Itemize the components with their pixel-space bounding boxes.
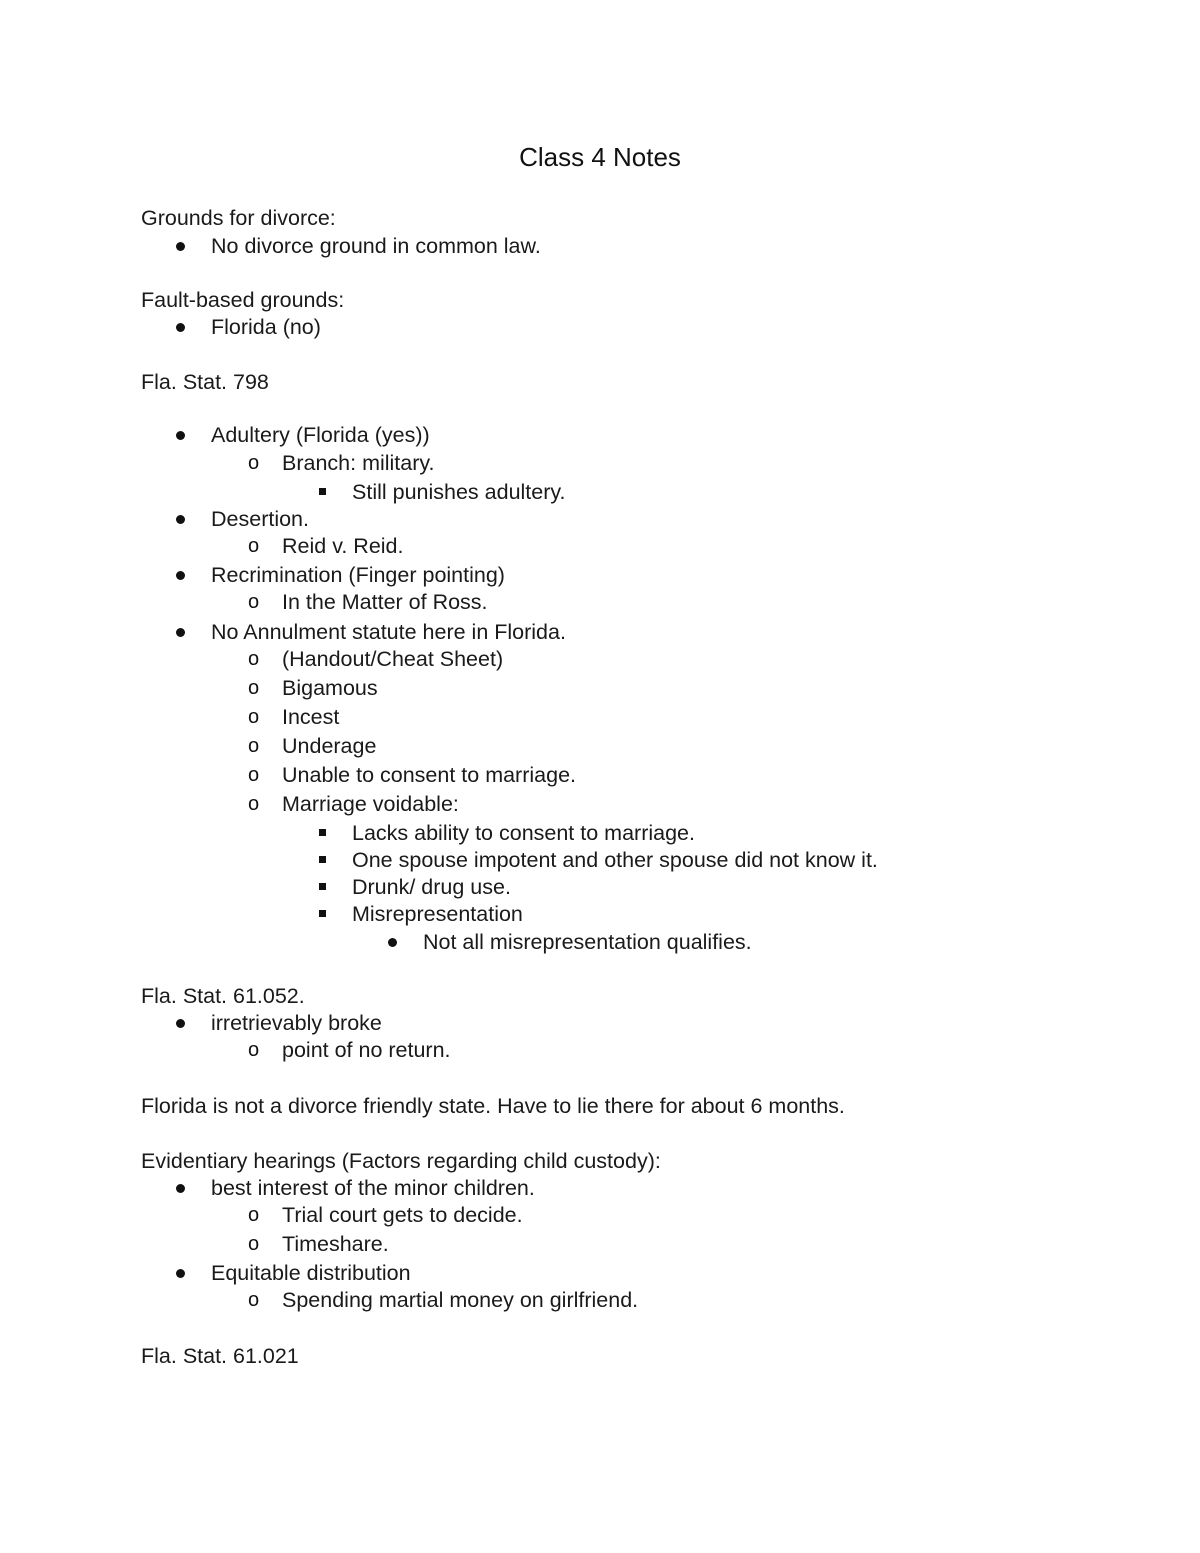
bullet-circle: o	[248, 677, 260, 699]
bullet-circle: o	[248, 706, 260, 728]
list-item: irretrievably broke	[211, 1011, 382, 1035]
list-item: Unable to consent to marriage.	[282, 763, 576, 787]
list-item: Lacks ability to consent to marriage.	[352, 821, 695, 845]
bullet-square	[319, 829, 326, 836]
list-item: Misrepresentation	[352, 902, 523, 926]
list-item: point of no return.	[282, 1038, 451, 1062]
list-item: One spouse impotent and other spouse did not know it.	[352, 848, 878, 872]
bullet-square	[319, 488, 326, 495]
bullet-circle: o	[248, 793, 260, 815]
list-item: best interest of the minor children.	[211, 1176, 535, 1200]
list-item: Adultery (Florida (yes))	[211, 423, 430, 447]
list-item: Marriage voidable:	[282, 792, 459, 816]
page-title: Class 4 Notes	[519, 142, 681, 172]
section-heading-stat-61-052: Fla. Stat. 61.052.	[141, 984, 305, 1008]
list-item: Not all misrepresentation qualifies.	[423, 930, 752, 954]
section-heading-grounds: Grounds for divorce:	[141, 206, 336, 230]
bullet-dot	[176, 515, 185, 524]
section-heading-fault: Fault-based grounds:	[141, 288, 345, 312]
bullet-dot	[176, 323, 185, 332]
list-item: Still punishes adultery.	[352, 480, 566, 504]
bullet-circle: o	[248, 1039, 260, 1061]
bullet-circle: o	[248, 648, 260, 670]
bullet-dot	[176, 431, 185, 440]
section-heading-stat-798: Fla. Stat. 798	[141, 370, 269, 394]
list-item: Spending martial money on girlfriend.	[282, 1288, 639, 1312]
list-item: Timeshare.	[282, 1232, 389, 1256]
bullet-dot	[176, 242, 185, 251]
bullet-square	[319, 883, 326, 890]
section-heading-stat-61-021: Fla. Stat. 61.021	[141, 1344, 299, 1368]
bullet-dot	[176, 1019, 185, 1028]
bullet-circle: o	[248, 452, 260, 474]
bullet-square	[319, 910, 326, 917]
section-heading-evidentiary: Evidentiary hearings (Factors regarding child custody):	[141, 1149, 661, 1173]
bullet-circle: o	[248, 591, 260, 613]
paragraph: Florida is not a divorce friendly state. Have to lie there for about 6 months.	[141, 1094, 845, 1118]
bullet-circle: o	[248, 1289, 260, 1311]
bullet-dot	[176, 571, 185, 580]
list-item: Branch: military.	[282, 451, 435, 475]
bullet-circle: o	[248, 1204, 260, 1226]
list-item: In the Matter of Ross.	[282, 590, 488, 614]
list-item: Florida (no)	[211, 315, 321, 339]
bullet-circle: o	[248, 764, 260, 786]
bullet-dot	[176, 628, 185, 637]
list-item: Bigamous	[282, 676, 378, 700]
bullet-dot	[176, 1184, 185, 1193]
list-item: Desertion.	[211, 507, 309, 531]
bullet-circle: o	[248, 1233, 260, 1255]
bullet-square	[319, 856, 326, 863]
list-item: Drunk/ drug use.	[352, 875, 511, 899]
list-item: Trial court gets to decide.	[282, 1203, 523, 1227]
list-item: Reid v. Reid.	[282, 534, 404, 558]
bullet-circle: o	[248, 535, 260, 557]
list-item: Underage	[282, 734, 377, 758]
bullet-dot	[176, 1269, 185, 1278]
list-item: No divorce ground in common law.	[211, 234, 541, 258]
list-item: Incest	[282, 705, 340, 729]
bullet-dot	[388, 938, 397, 947]
list-item: No Annulment statute here in Florida.	[211, 620, 566, 644]
list-item: Recrimination (Finger pointing)	[211, 563, 505, 587]
bullet-circle: o	[248, 735, 260, 757]
list-item: (Handout/Cheat Sheet)	[282, 647, 504, 671]
list-item: Equitable distribution	[211, 1261, 411, 1285]
